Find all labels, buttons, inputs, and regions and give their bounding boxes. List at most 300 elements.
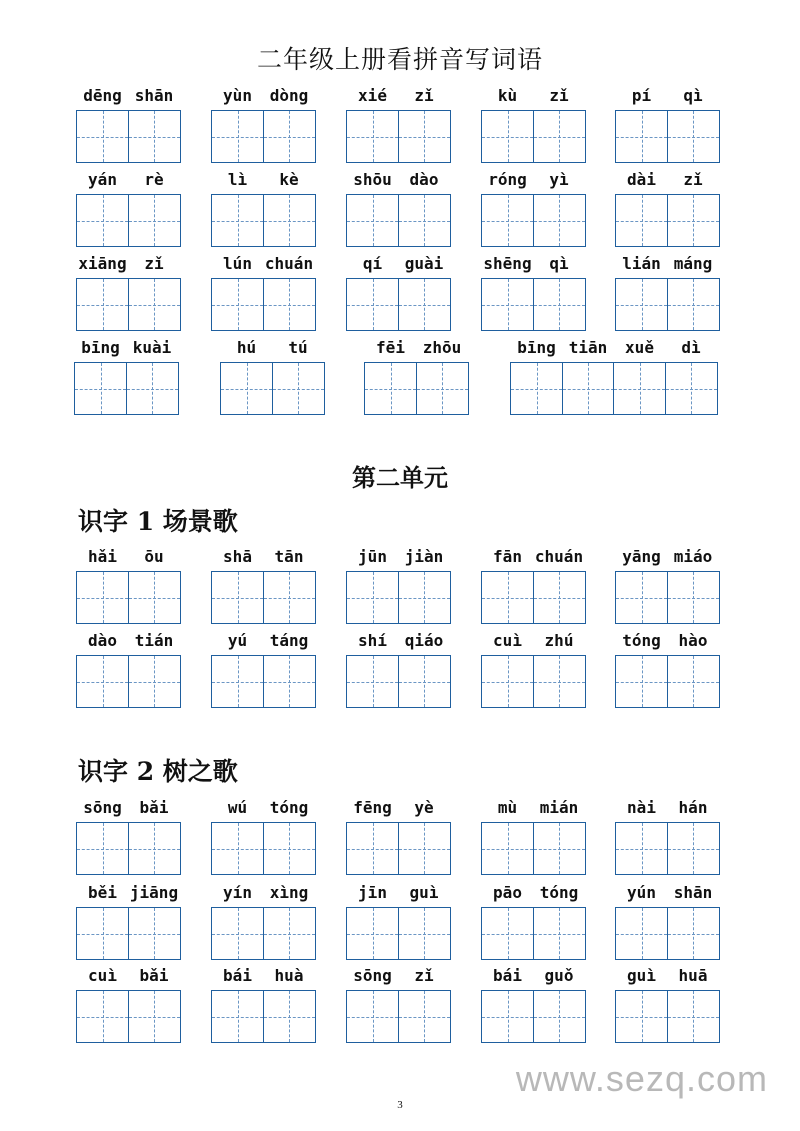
pinyin-syllable: hán: [678, 798, 708, 817]
pinyin-line: [481, 170, 586, 194]
pinyin-syllable: wú: [227, 798, 248, 817]
tianzige-cell[interactable]: [665, 362, 718, 415]
tianzige-cell[interactable]: [346, 110, 399, 163]
writing-grid: [615, 194, 720, 247]
word-item: [346, 170, 451, 247]
pinyin-syllable: yún: [627, 883, 656, 902]
tianzige-cell[interactable]: [615, 907, 668, 960]
tianzige-cell[interactable]: [510, 362, 563, 415]
pinyin-line: [76, 798, 181, 822]
pinyin-line: [510, 338, 718, 362]
writing-grid: [364, 362, 469, 415]
writing-grid: [211, 822, 316, 875]
tianzige-cell[interactable]: [398, 822, 451, 875]
tianzige-cell[interactable]: [481, 110, 534, 163]
tianzige-cell[interactable]: [346, 990, 399, 1043]
pinyin-syllable: guì: [409, 883, 439, 902]
tianzige-cell[interactable]: [211, 822, 264, 875]
pinyin-syllable: qì: [683, 86, 703, 105]
tianzige-cell[interactable]: [667, 990, 720, 1043]
tianzige-cell[interactable]: [128, 907, 181, 960]
pinyin-syllable: chuán: [534, 547, 584, 566]
tianzige-cell[interactable]: [346, 907, 399, 960]
pinyin-syllable: qí: [362, 254, 383, 273]
word-item: [76, 547, 181, 624]
pinyin-line: [346, 966, 451, 990]
tianzige-cell[interactable]: [128, 278, 181, 331]
pinyin-syllable: kuài: [132, 338, 172, 357]
pinyin-syllable: róng: [488, 170, 527, 189]
pinyin-line: [346, 883, 451, 907]
pinyin-syllable: huā: [678, 966, 708, 985]
pinyin-syllable: zhōu: [422, 338, 462, 357]
pinyin-syllable: nài: [627, 798, 656, 817]
writing-grid: [76, 655, 181, 708]
pinyin-line: [346, 170, 451, 194]
writing-grid: [346, 278, 451, 331]
tianzige-cell[interactable]: [272, 362, 325, 415]
pinyin-syllable: bīng: [81, 338, 120, 357]
tianzige-cell[interactable]: [346, 822, 399, 875]
pinyin-line: [615, 547, 720, 571]
pinyin-syllable: xié: [358, 86, 387, 105]
pinyin-line: [211, 966, 316, 990]
tianzige-cell[interactable]: [346, 278, 399, 331]
word-item: [346, 798, 451, 875]
tianzige-cell[interactable]: [398, 907, 451, 960]
pinyin-syllable: kù: [497, 86, 518, 105]
tianzige-cell[interactable]: [263, 571, 316, 624]
pinyin-line: [211, 883, 316, 907]
tianzige-cell[interactable]: [211, 194, 264, 247]
writing-grid: [481, 194, 586, 247]
tianzige-cell[interactable]: [481, 571, 534, 624]
word-item: [211, 883, 316, 960]
writing-grid: [76, 990, 181, 1043]
pinyin-line: [211, 170, 316, 194]
pinyin-syllable: yì: [549, 170, 569, 189]
tianzige-cell[interactable]: [128, 571, 181, 624]
pinyin-syllable: fēi: [376, 338, 405, 357]
pinyin-syllable: zǐ: [414, 86, 434, 105]
pinyin-line: [615, 798, 720, 822]
word-item: [76, 86, 181, 163]
tianzige-cell[interactable]: [398, 571, 451, 624]
pinyin-syllable: zǐ: [683, 170, 703, 189]
pinyin-syllable: dēng: [83, 86, 122, 105]
writing-grid: [615, 655, 720, 708]
pinyin-line: [481, 966, 586, 990]
tianzige-cell[interactable]: [128, 110, 181, 163]
tianzige-cell[interactable]: [613, 362, 666, 415]
tianzige-cell[interactable]: [533, 571, 586, 624]
pinyin-syllable: lián: [622, 254, 661, 273]
pinyin-syllable: běi: [88, 883, 117, 902]
tianzige-cell[interactable]: [263, 278, 316, 331]
unit-title: 第二单元: [352, 464, 448, 492]
tianzige-cell[interactable]: [533, 822, 586, 875]
pinyin-syllable: tān: [274, 547, 304, 566]
tianzige-cell[interactable]: [667, 907, 720, 960]
tianzige-cell[interactable]: [615, 110, 668, 163]
pinyin-line: [615, 254, 720, 278]
tianzige-cell[interactable]: [128, 194, 181, 247]
tianzige-cell[interactable]: [667, 571, 720, 624]
writing-grid: [76, 571, 181, 624]
word-item: [615, 798, 720, 875]
tianzige-cell[interactable]: [76, 571, 129, 624]
tianzige-cell[interactable]: [211, 655, 264, 708]
pinyin-syllable: zǐ: [549, 86, 569, 105]
writing-grid: [615, 907, 720, 960]
writing-grid: [220, 362, 325, 415]
word-item: [481, 170, 586, 247]
section-title-2: 识字 2 树之歌: [78, 757, 238, 786]
tianzige-cell[interactable]: [263, 110, 316, 163]
writing-grid: [346, 571, 451, 624]
pinyin-line: [615, 170, 720, 194]
word-item: [211, 254, 316, 331]
writing-grid: [74, 362, 179, 415]
pinyin-syllable: shān: [134, 86, 174, 105]
pinyin-line: [481, 254, 586, 278]
word-item: [211, 547, 316, 624]
word-item: [481, 86, 586, 163]
tianzige-cell[interactable]: [76, 655, 129, 708]
writing-grid: [211, 655, 316, 708]
pinyin-line: [76, 254, 181, 278]
word-item: [220, 338, 325, 415]
word-item: [481, 547, 586, 624]
writing-grid: [481, 278, 586, 331]
pinyin-syllable: zǐ: [144, 254, 164, 273]
writing-grid: [346, 907, 451, 960]
tianzige-cell[interactable]: [211, 571, 264, 624]
pinyin-syllable: qiáo: [404, 631, 444, 650]
pinyin-line: [481, 86, 586, 110]
tianzige-cell[interactable]: [533, 655, 586, 708]
tianzige-cell[interactable]: [220, 362, 273, 415]
word-item: [510, 338, 718, 415]
pinyin-syllable: jiāng: [129, 883, 179, 902]
pinyin-syllable: qì: [549, 254, 569, 273]
pinyin-syllable: xuě: [625, 338, 654, 357]
pinyin-syllable: bǎi: [139, 966, 169, 985]
tianzige-cell[interactable]: [211, 110, 264, 163]
writing-grid: [76, 278, 181, 331]
writing-grid: [211, 194, 316, 247]
word-item: [211, 966, 316, 1043]
pinyin-syllable: hào: [678, 631, 708, 650]
word-item: [346, 966, 451, 1043]
tianzige-cell[interactable]: [398, 990, 451, 1043]
tianzige-cell[interactable]: [76, 110, 129, 163]
word-item: [76, 883, 181, 960]
pinyin-line: [346, 86, 451, 110]
tianzige-cell[interactable]: [615, 278, 668, 331]
tianzige-cell[interactable]: [481, 194, 534, 247]
pinyin-line: [211, 547, 316, 571]
pinyin-line: [615, 883, 720, 907]
pinyin-syllable: lún: [223, 254, 252, 273]
word-item: [346, 254, 451, 331]
tianzige-cell[interactable]: [263, 990, 316, 1043]
word-item: [211, 798, 316, 875]
pinyin-syllable: hú: [236, 338, 257, 357]
word-item: [615, 170, 720, 247]
pinyin-syllable: lì: [227, 170, 248, 189]
tianzige-cell[interactable]: [416, 362, 469, 415]
tianzige-cell[interactable]: [615, 822, 668, 875]
writing-grid: [211, 278, 316, 331]
tianzige-cell[interactable]: [667, 194, 720, 247]
tianzige-cell[interactable]: [76, 990, 129, 1043]
writing-grid: [76, 110, 181, 163]
tianzige-cell[interactable]: [562, 362, 615, 415]
tianzige-cell[interactable]: [128, 990, 181, 1043]
tianzige-cell[interactable]: [481, 907, 534, 960]
writing-grid: [481, 110, 586, 163]
tianzige-cell[interactable]: [126, 362, 179, 415]
writing-grid: [481, 655, 586, 708]
watermark: www.sezq.com: [515, 1058, 768, 1099]
pinyin-syllable: zǐ: [414, 966, 434, 985]
writing-grid: [510, 362, 718, 415]
word-item: [76, 798, 181, 875]
tianzige-cell[interactable]: [481, 655, 534, 708]
pinyin-syllable: táng: [269, 631, 309, 650]
pinyin-syllable: yùn: [223, 86, 252, 105]
pinyin-syllable: dòng: [269, 86, 309, 105]
word-item: [211, 170, 316, 247]
pinyin-syllable: tú: [288, 338, 308, 357]
writing-grid: [211, 571, 316, 624]
tianzige-cell[interactable]: [481, 990, 534, 1043]
pinyin-syllable: sōng: [83, 798, 122, 817]
writing-grid: [615, 278, 720, 331]
word-item: [76, 254, 181, 331]
tianzige-cell[interactable]: [74, 362, 127, 415]
pinyin-syllable: tiān: [568, 338, 608, 357]
writing-grid: [211, 907, 316, 960]
writing-grid: [346, 194, 451, 247]
pinyin-syllable: kè: [279, 170, 299, 189]
pinyin-syllable: zhú: [544, 631, 574, 650]
word-item: [76, 966, 181, 1043]
word-item: [615, 547, 720, 624]
pinyin-syllable: yín: [223, 883, 252, 902]
section-title-1: 识字 1 场景歌: [78, 507, 238, 536]
pinyin-line: [76, 631, 181, 655]
tianzige-cell[interactable]: [615, 990, 668, 1043]
writing-grid: [346, 822, 451, 875]
pinyin-syllable: cuì: [88, 966, 117, 985]
pinyin-syllable: yán: [88, 170, 117, 189]
page-title: 二年级上册看拼音写词语: [256, 45, 543, 74]
writing-grid: [346, 655, 451, 708]
word-item: [211, 86, 316, 163]
writing-grid: [481, 990, 586, 1043]
pinyin-line: [76, 547, 181, 571]
pinyin-line: [481, 883, 586, 907]
pinyin-line: [211, 631, 316, 655]
pinyin-syllable: chuán: [264, 254, 314, 273]
tianzige-cell[interactable]: [533, 278, 586, 331]
writing-grid: [481, 907, 586, 960]
tianzige-cell[interactable]: [667, 655, 720, 708]
tianzige-cell[interactable]: [76, 907, 129, 960]
pinyin-syllable: huà: [274, 966, 304, 985]
tianzige-cell[interactable]: [533, 990, 586, 1043]
pinyin-line: [615, 631, 720, 655]
tianzige-cell[interactable]: [615, 194, 668, 247]
writing-grid: [615, 110, 720, 163]
word-item: [346, 883, 451, 960]
pinyin-syllable: hǎi: [88, 547, 117, 566]
tianzige-cell[interactable]: [346, 571, 399, 624]
pinyin-line: [346, 798, 451, 822]
pinyin-line: [615, 86, 720, 110]
pinyin-syllable: dì: [681, 338, 701, 357]
tianzige-cell[interactable]: [346, 194, 399, 247]
pinyin-line: [346, 547, 451, 571]
tianzige-cell[interactable]: [398, 110, 451, 163]
pinyin-syllable: mù: [497, 798, 518, 817]
writing-grid: [615, 990, 720, 1043]
tianzige-cell[interactable]: [211, 907, 264, 960]
writing-grid: [481, 822, 586, 875]
pinyin-syllable: jīn: [358, 883, 387, 902]
word-item: [76, 170, 181, 247]
word-item: [481, 631, 586, 708]
tianzige-cell[interactable]: [398, 278, 451, 331]
pinyin-syllable: tóng: [269, 798, 309, 817]
tianzige-cell[interactable]: [76, 822, 129, 875]
tianzige-cell[interactable]: [398, 655, 451, 708]
pinyin-line: [481, 798, 586, 822]
pinyin-line: [346, 631, 451, 655]
tianzige-cell[interactable]: [667, 822, 720, 875]
tianzige-cell[interactable]: [364, 362, 417, 415]
word-item: [481, 798, 586, 875]
tianzige-cell[interactable]: [481, 278, 534, 331]
pinyin-syllable: guǒ: [544, 966, 574, 985]
pinyin-syllable: miáo: [673, 547, 713, 566]
pinyin-syllable: bái: [493, 966, 522, 985]
pinyin-syllable: guài: [404, 254, 444, 273]
pinyin-syllable: ōu: [144, 547, 164, 566]
tianzige-cell[interactable]: [263, 194, 316, 247]
pinyin-syllable: xìng: [269, 883, 309, 902]
writing-grid: [211, 110, 316, 163]
pinyin-syllable: guì: [627, 966, 656, 985]
tianzige-cell[interactable]: [263, 822, 316, 875]
word-item: [481, 883, 586, 960]
tianzige-cell[interactable]: [481, 822, 534, 875]
tianzige-cell[interactable]: [263, 907, 316, 960]
tianzige-cell[interactable]: [128, 655, 181, 708]
tianzige-cell[interactable]: [615, 655, 668, 708]
writing-grid: [76, 194, 181, 247]
tianzige-cell[interactable]: [533, 110, 586, 163]
pinyin-line: [364, 338, 469, 362]
word-item: [481, 254, 586, 331]
tianzige-cell[interactable]: [211, 278, 264, 331]
word-item: [346, 631, 451, 708]
pinyin-syllable: jūn: [358, 547, 387, 566]
tianzige-cell[interactable]: [76, 278, 129, 331]
pinyin-line: [76, 966, 181, 990]
writing-grid: [346, 110, 451, 163]
pinyin-syllable: fān: [493, 547, 522, 566]
tianzige-cell[interactable]: [533, 194, 586, 247]
pinyin-syllable: shēng: [483, 254, 532, 273]
pinyin-line: [220, 338, 325, 362]
pinyin-line: [76, 170, 181, 194]
pinyin-syllable: xiāng: [78, 254, 127, 273]
tianzige-cell[interactable]: [263, 655, 316, 708]
word-item: [211, 631, 316, 708]
word-item: [615, 883, 720, 960]
tianzige-cell[interactable]: [211, 990, 264, 1043]
pinyin-syllable: rè: [144, 170, 164, 189]
tianzige-cell[interactable]: [667, 278, 720, 331]
tianzige-cell[interactable]: [533, 907, 586, 960]
pinyin-syllable: mián: [539, 798, 579, 817]
tianzige-cell[interactable]: [667, 110, 720, 163]
pinyin-syllable: bǎi: [139, 798, 169, 817]
pinyin-syllable: shā: [223, 547, 252, 566]
pinyin-syllable: yú: [227, 631, 248, 650]
word-item: [615, 254, 720, 331]
pinyin-syllable: bái: [223, 966, 252, 985]
pinyin-syllable: tóng: [622, 631, 661, 650]
word-item: [364, 338, 469, 415]
word-item: [615, 631, 720, 708]
pinyin-syllable: cuì: [493, 631, 522, 650]
writing-grid: [211, 990, 316, 1043]
word-item: [615, 86, 720, 163]
pinyin-syllable: shān: [673, 883, 713, 902]
tianzige-cell[interactable]: [346, 655, 399, 708]
word-item: [481, 966, 586, 1043]
pinyin-syllable: bīng: [517, 338, 556, 357]
word-item: [615, 966, 720, 1043]
pinyin-line: [211, 254, 316, 278]
pinyin-syllable: shí: [358, 631, 387, 650]
pinyin-syllable: shōu: [353, 170, 392, 189]
tianzige-cell[interactable]: [128, 822, 181, 875]
pinyin-syllable: fēng: [353, 798, 392, 817]
word-item: [346, 547, 451, 624]
tianzige-cell[interactable]: [398, 194, 451, 247]
writing-grid: [76, 822, 181, 875]
page-number: 3: [397, 1099, 403, 1111]
writing-grid: [481, 571, 586, 624]
pinyin-syllable: jiàn: [404, 547, 444, 566]
pinyin-syllable: pāo: [493, 883, 522, 902]
pinyin-syllable: tóng: [539, 883, 579, 902]
tianzige-cell[interactable]: [615, 571, 668, 624]
word-item: [76, 631, 181, 708]
pinyin-line: [481, 547, 586, 571]
pinyin-syllable: pí: [631, 86, 652, 105]
pinyin-line: [615, 966, 720, 990]
pinyin-line: [346, 254, 451, 278]
pinyin-syllable: máng: [673, 254, 713, 273]
pinyin-syllable: yè: [414, 798, 434, 817]
tianzige-cell[interactable]: [76, 194, 129, 247]
